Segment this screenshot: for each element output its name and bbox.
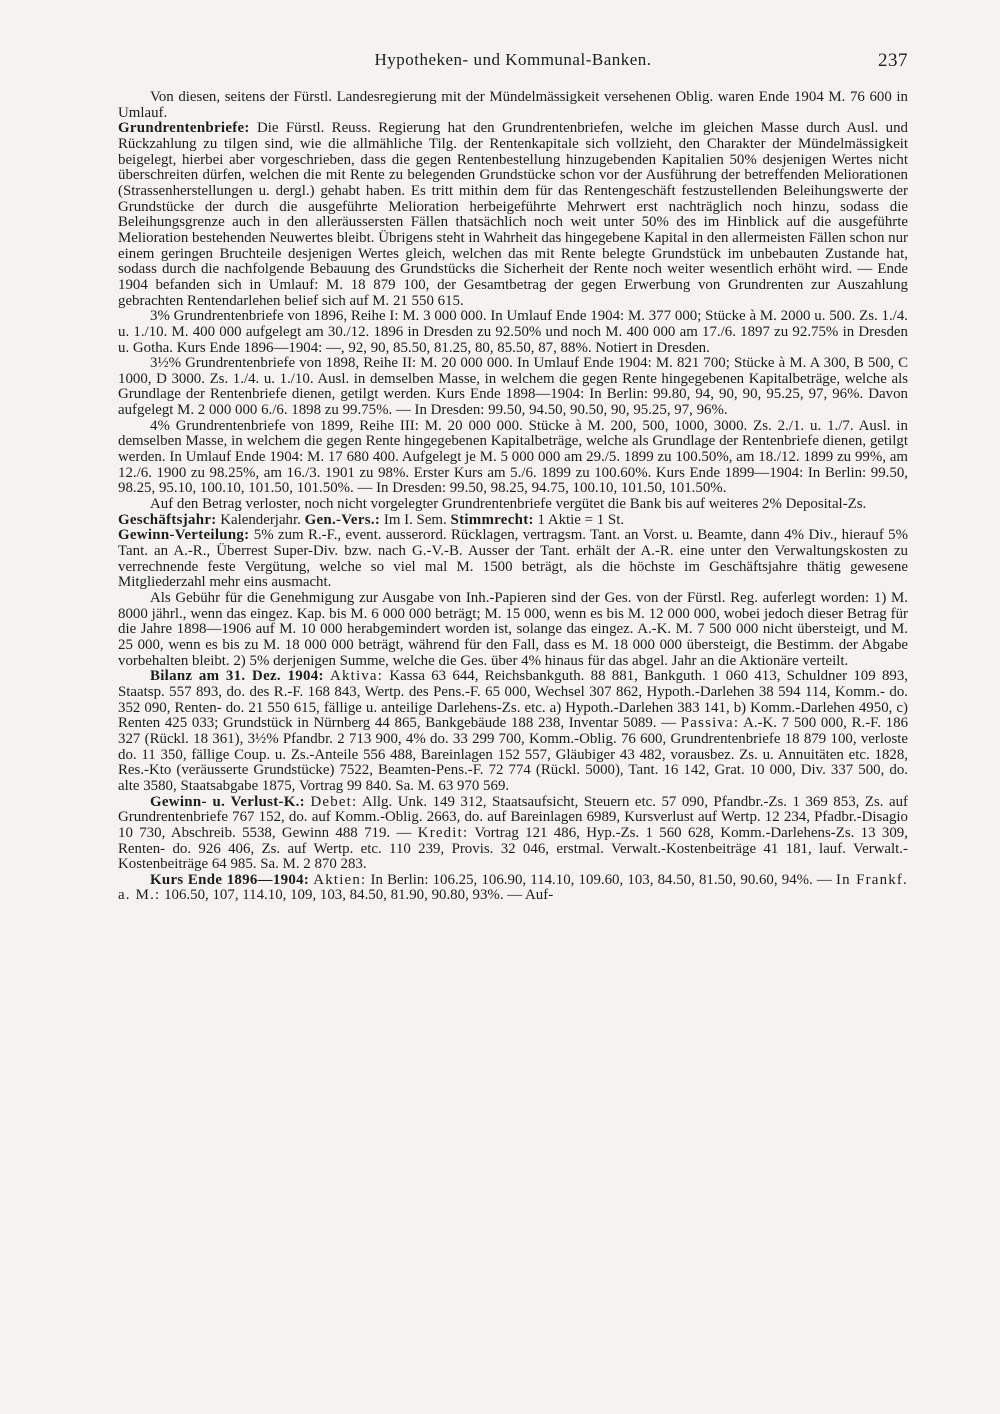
label-passiva: Passiva: xyxy=(680,715,740,732)
paragraph-text: Kalenderjahr. xyxy=(220,511,301,528)
section-heading: Grundrentenbriefe: xyxy=(118,120,250,137)
section-heading: Gen.-Vers.: xyxy=(304,511,381,528)
paragraph-geschaeftsjahr xyxy=(118,513,908,529)
paragraph-series-2: 3½% Grundrentenbriefe von 1898, Reihe II: M. 20 000 000. In Umlauf Ende 1904: M. 821 700; Stücke à M. A 300, B 500, C 1000, D 3000. Zs. 1./4. u. 1./10. Ausl. in demselben Masse, in welchem die gegen Rente hingegebenen Kapitalbeträge, welche als Grundlage der Rentenbriefe dienen, getilgt werden. Kurs Ende 1898—1904: In Berlin: 99.80, 94, 90, 90, 95.25, 97, 96%. Davon aufgelegt M. 2 000 000 6./6. 1898 zu 99.75%. — In Dresden: 99.50, 94.50, 90.50, 90, 95.25, 97, 96%. xyxy=(118,355,908,419)
paragraph-text: 1 Aktie = 1 St. xyxy=(537,511,625,528)
section-heading: Gewinn- u. Verlust-K.: xyxy=(150,793,305,810)
page-number: 237 xyxy=(878,50,908,71)
paragraph-gewinn-verlust xyxy=(118,795,908,873)
paragraph-gewinn-verteilung xyxy=(118,528,908,591)
paragraph-text: Allg. Unk. 149 312, Staatsaufsicht, Steuern etc. 57 090, Pfandbr.-Zs. 1 369 853, Zs. auf Grundrentenbriefe 767 152, do. auf Komm.-Oblig. 2663, do. auf Bareinlagen 6989, Kursverlust auf Wertp. 12 234, Pfadbr.-Disagio 10 730, Abschreib. 5538, Gewinn 488 719. — xyxy=(118,793,908,841)
paragraph-text: Die Fürstl. Reuss. Regierung hat den Grundrentenbriefen, welche im gleichen Masse durch Ausl. und Rückzahlung zu tilgen sind, wie die allmähliche Tilg. der Rentenkapitale sich vollzieht, den Charakter der Mündelmässigkeit beigelegt, hierbei aber vorgeschrieben, dass die gegen Rentenbestellung hinzugebenden Kapitalien 50% desjenigen Wertes nicht überschreiten dürfen, welchen die mit Rente zu belegenden Grundstücke schon vor der Ausführung der betreffenden Meliorationen (Strassenherstellungen u. dergl.) gehabt haben. Es tritt mithin dem für das Rentengeschäft festzustellenden Beleihungswerte der Grundstücke der durch die ausgeführte Melioration herbeigeführte Mehrwert erst nachträglich noch hinzu, sodass die Beleihungsgrenze auch in den alleräussersten Fällen thatsächlich noch weit unter 50% des im Hinblick auf die ausgeführte Melioration bestehenden Neuwertes bleibt. Übrigens steht in Wahrheit das hingegebene Kapital in den allermeisten Fällen schon nur einem geringen Bruchteile desjenigen Wertes gleich, welchen das mit Rente belegte Grundstück im unbebauten Zustande hat, sodass durch die nachfolgende Bebauung des Grundstücks die Sicherheit der Rente noch weiter wesentlich erhöht wird. — Ende 1904 befanden sich in Umlauf: M. 18 879 100, der Gesamtbetrag der gegen Erwerbung von Grundrenten zur Auszahlung gebrachten Rentendarlehen belief sich auf M. 21 550 615. xyxy=(118,120,908,309)
label-frankfurt: In Frankf. a. M.: xyxy=(118,871,908,904)
paragraph-grundrentenbriefe xyxy=(118,121,908,309)
section-heading: Gewinn-Verteilung: xyxy=(118,527,250,544)
label-debet: Debet: xyxy=(310,793,358,810)
section-heading: Bilanz am 31. Dez. 1904: xyxy=(150,668,324,685)
page-header xyxy=(118,46,908,74)
paragraph-gebuehr: Als Gebühr für die Genehmigung zur Ausgabe von Inh.-Papieren sind der Ges. von der Fürstl. Reg. auferlegt worden: 1) M. 8000 jährl., wenn das eingez. Kap. bis M. 6 000 000 beträgt; M. 15 000, wenn es bis M. 12 000 000, wobei jedoch dieser Betrag für die Jahre 1898—1906 auf M. 10 000 herabgemindert worden ist, solange das eingez. A.-K. M. 7 500 000 nicht übersteigt, und M. 25 000, wenn es bis zu M. 18 000 000 beträgt, während für den Fall, dass es M. 18 000 000 übersteigt, die Bestimm. der Abgabe vorbehalten bleibt. 2) 5% derjenigen Summe, welche die Ges. über 4% hinaus für das abgel. Jahr an die Aktionäre verteilt. xyxy=(118,590,908,669)
running-title: Hypotheken- und Kommunal-Banken. xyxy=(374,50,652,69)
paragraph-bilanz xyxy=(118,669,908,794)
section-heading: Geschäftsjahr: xyxy=(118,511,217,528)
section-heading: Kurs Ende 1896—1904: xyxy=(150,871,310,888)
paragraph-text: Im I. Sem. xyxy=(383,511,447,528)
paragraph-series-1: 3% Grundrentenbriefe von 1896, Reihe I: M. 3 000 000. In Umlauf Ende 1904: M. 377 000; Stücke à M. 2000 u. 500. Zs. 1./4. u. 1./10. M. 400 000 aufgelegt am 30./12. 1896 in Dresden zu 92.50% und noch M. 400 000 am 17./6. 1897 zu 92.75% in Dresden u. Gotha. Kurs Ende 1896—1904: —, 92, 90, 85.50, 81.25, 80, 85.50, 87, 88%. Notiert in Dresden. xyxy=(118,308,908,356)
paragraph-interest-note: Auf den Betrag verloster, noch nicht vorgelegter Grundrentenbriefe vergütet die Bank bis auf weiteres 2% Deposital-Zs. xyxy=(150,496,867,513)
paragraph-text: 5% zum R.-F., event. ausserord. Rücklagen, vertragsm. Tant. an Vorst. u. Beamte, dann 4% Div., hierauf 5% Tant. an A.-R., Überrest Super-Div. bzw. nach G.-V.-B. Ausser der Tant. erhält der A.-R. eine unter den Verwaltungskosten zu verrechnende feste Vergütung, welche so viel mal M. 1500 beträgt, als die höchste im Geschäftsjahre thätig gewesene Mitgliederzahl mehr eins ausmacht. xyxy=(118,527,908,591)
paragraph-intro: Von diesen, seitens der Fürstl. Landesregierung mit der Mündelmässigkeit versehenen Oblig. waren Ende 1904 M. 76 600 in Umlauf. xyxy=(118,89,908,121)
paragraph-text: Vortrag 121 486, Hyp.-Zs. 1 560 628, Komm.-Darlehens-Zs. 13 309, Renten- do. 926 406, Zs. auf Wertp. etc. 110 239, Provis. 32 046, erstmal. Verwalt.-Kostenbeiträge 41 181, lauf. Verwalt.-Kostenbeiträge 64 985. Sa. M. 2 870 283. xyxy=(118,824,908,873)
label-aktien: Aktien: xyxy=(313,871,367,888)
paragraph-text: Kassa 63 644, Reichsbankguth. 88 881, Bankguth. 1 060 413, Schuldner 109 893, Staatsp. 557 893, do. des R.-F. 168 843, Wertp. des Pens.-F. 65 000, Wechsel 307 862, Hypoth.-Darlehen 38 594 114, Komm.- do. 352 090, Renten- do. 21 550 615, fällige u. anteilige Darlehens-Zs. etc. a) Hypoth.-Darlehen 383 141, b) Komm.-Darlehen 4950, c) Renten 425 033; Grundstück in Nürnberg 44 865, Bankgebäude 188 238, Inventar 5089. — xyxy=(118,668,908,732)
paragraph-kurs xyxy=(118,873,908,904)
page-body xyxy=(118,90,908,904)
paragraph-series-3: 4% Grundrentenbriefe von 1899, Reihe III: M. 20 000 000. Stücke à M. 200, 500, 1000, 3000. Zs. 2./1. u. 1./7. Ausl. in demselben Masse, in welchem die gegen Rente hingegebenen Kapitalbeträge, welche als Grundlage der Rentenbriefe dienen, getilgt werden. In Umlauf Ende 1904: M. 17 680 400. Aufgelegt je M. 5 000 000 am 29./5. 1899 zu 100.50%, am 18./12. 1899 zu 99%, am 12./6. 1900 zu 98.25%, am 16./3. 1901 zu 98%. Erster Kurs am 5./6. 1899 zu 100.60%. Kurs Ende 1899—1904: In Berlin: 99.50, 98.25, 95.10, 100.10, 101.50, 101.50%. — In Dresden: 99.50, 98.25, 94.75, 100.10, 101.50, 101.50%. xyxy=(118,417,908,497)
paragraph-text: A.-K. 7 500 000, R.-F. 186 327 (Rückl. 18 361), 3½% Pfandbr. 2 713 900, 4% do. 33 299 700, Komm.-Oblig. 76 600, Grundrentenbriefe 18 879 100, verloste do. 11 350, fällige Coup. u. Zs.-Anteile 556 488, Bareinlagen 152 557, Gläubiger 43 482, vorausbez. Zs. u. Annuitäten etc. 1828, Res.-Kto (veräusserte Grundstücke) 7522, Beamten-Pens.-F. 72 774 (Rückl. 5000), Tant. 16 142, Grat. 10 000, Div. 337 500, do. alte 3580, Staatsabgabe 1875, Vortrag 99 840. Sa. M. 63 970 569. xyxy=(118,715,909,794)
paragraph-text: 106.50, 107, 114.10, 109, 103, 84.50, 81.90, 90.80, 93%. — Auf- xyxy=(164,887,554,904)
section-heading: Stimmrecht: xyxy=(450,511,534,528)
label-aktiva: Aktiva: xyxy=(330,668,384,685)
paragraph-text: In Berlin: 106.25, 106.90, 114.10, 109.60, 103, 84.50, 81.50, 90.60, 94%. — xyxy=(370,871,832,888)
label-kredit: Kredit: xyxy=(417,824,469,841)
